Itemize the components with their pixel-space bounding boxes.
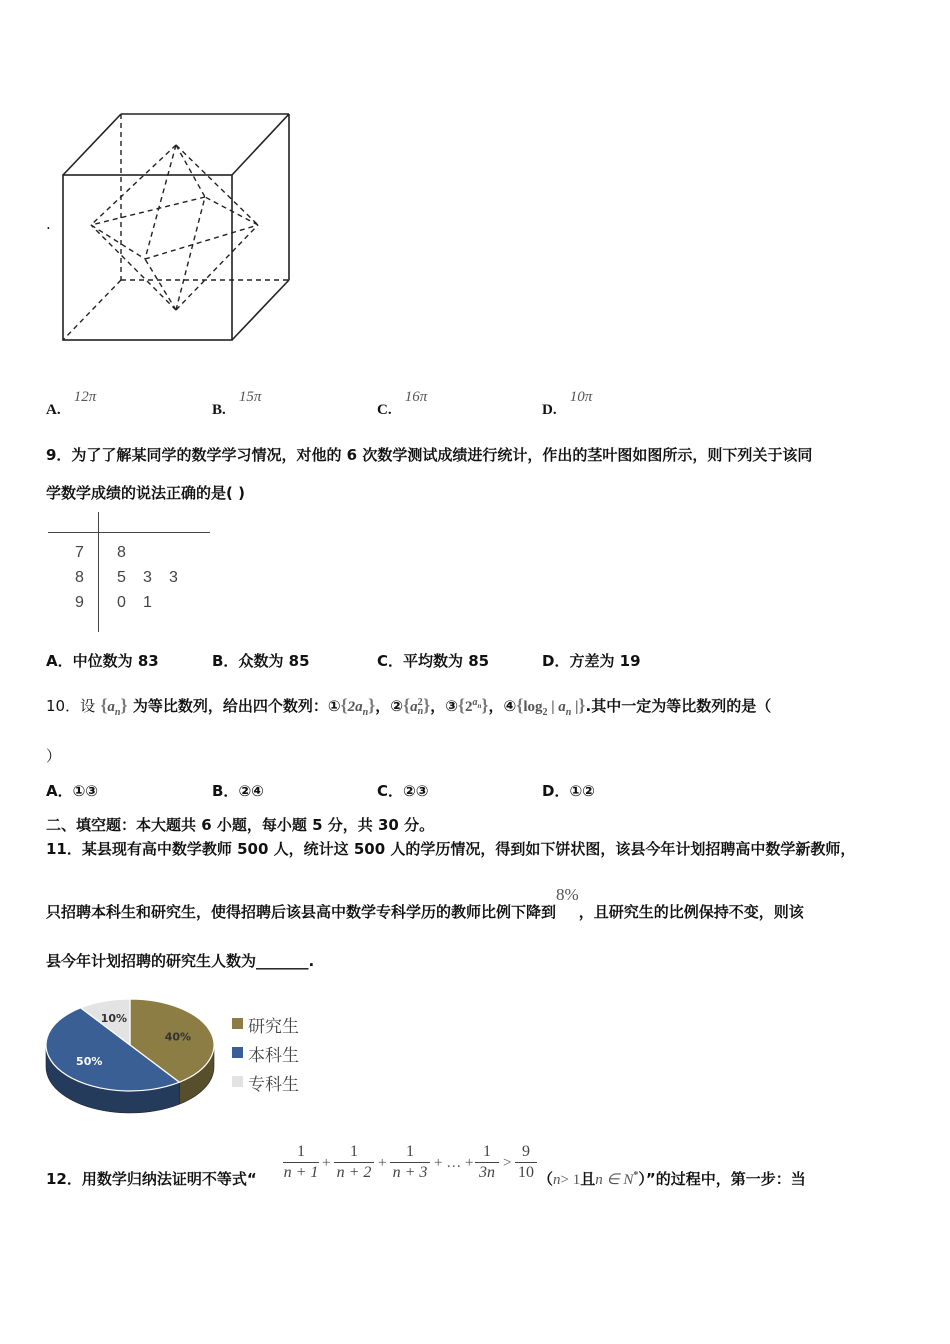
pie-chart bbox=[40, 993, 230, 1118]
leaf: 0 bbox=[117, 594, 126, 611]
q10-choice-a[interactable]: A．①③ bbox=[46, 782, 99, 800]
stem-leaf-vline bbox=[98, 512, 99, 632]
leaf: 3 bbox=[169, 569, 178, 586]
q8-choice-a[interactable]: A. 12π bbox=[46, 389, 97, 418]
q11-line1: 11．某县现有高中数学教师 500 人，统计这 500 人的学历情况，得到如下饼状图，该县今年计划招聘高中数学新教师， bbox=[46, 840, 856, 858]
fraction: 1 n + 2 bbox=[334, 1143, 374, 1182]
fraction: 1 3n bbox=[475, 1143, 499, 1182]
cube-octahedron-figure bbox=[55, 105, 300, 350]
leaf: 5 bbox=[117, 569, 126, 586]
legend-swatch bbox=[232, 1047, 243, 1058]
q10-choice-c[interactable]: C．②③ bbox=[377, 782, 429, 800]
q10-choice-b[interactable]: B．②④ bbox=[212, 782, 264, 800]
q10-close-paren: ） bbox=[46, 747, 62, 765]
q10-choice-d[interactable]: D．①② bbox=[542, 782, 595, 800]
q8-choice-b[interactable]: B. 15π bbox=[212, 389, 262, 418]
pie-data-label: 40% bbox=[164, 1030, 192, 1044]
q10-stem: 10．设 $\{a_n\}$ 为等比数列，给出四个数列：$①\{2a_n\}$，②{a 2 n }，$③\{2^{a_n}\}$，$④\{\log_2$ | $a_n$ |}.其中一定为等比数列的是（ bbox=[46, 695, 772, 718]
fraction: 9 10 bbox=[515, 1143, 537, 1182]
leaf: 3 bbox=[143, 569, 152, 586]
q8-choice-c[interactable]: C. 16π bbox=[377, 389, 428, 418]
stem: 8 bbox=[75, 569, 84, 586]
stem: 9 bbox=[75, 594, 84, 611]
q11-line2: 只招聘本科生和研究生，使得招聘后该县高中数学专科学历的教师比例下降到8%，且研究生的比例保持不变，则该 bbox=[46, 885, 804, 921]
q8-choice-d[interactable]: D. 10π bbox=[542, 389, 593, 418]
leaf: 1 bbox=[143, 594, 152, 611]
legend-label: 研究生 bbox=[248, 1017, 299, 1037]
q12-condition: （n> 1且n ∈ N*）”的过程中，第一步：当 bbox=[538, 1170, 806, 1188]
pie-data-label: 50% bbox=[76, 1055, 103, 1069]
pie-data-label: 10% bbox=[100, 1011, 128, 1025]
legend-swatch bbox=[232, 1076, 243, 1087]
q9-choice-d[interactable]: D．方差为 19 bbox=[542, 652, 641, 670]
stem-leaf-hline bbox=[48, 532, 210, 533]
section-heading: 二、填空题：本大题共 6 小题，每小题 5 分，共 30 分。 bbox=[46, 816, 435, 834]
q9-choice-c[interactable]: C．平均数为 85 bbox=[377, 652, 490, 670]
q9-stem-line1: 9．为了了解某同学的数学学习情况，对他的 6 次数学测试成绩进行统计，作出的茎叶图如图所示，则下列关于该同 bbox=[46, 446, 813, 464]
leaf: 8 bbox=[117, 544, 126, 561]
q11-line3: 县今年计划招聘的研究生人数为_______. bbox=[46, 952, 315, 970]
dot-mark: . bbox=[46, 215, 51, 233]
legend-label: 专科生 bbox=[248, 1075, 299, 1095]
stem: 7 bbox=[75, 544, 84, 561]
q9-stem-line2: 学数学成绩的说法正确的是( ) bbox=[46, 484, 245, 502]
q9-choice-b[interactable]: B．众数为 85 bbox=[212, 652, 310, 670]
stem-leaf-plot bbox=[46, 512, 216, 634]
q9-choice-a[interactable]: A．中位数为 83 bbox=[46, 652, 159, 670]
q12-prefix: 12．用数学归纳法证明不等式“ bbox=[46, 1170, 257, 1188]
legend-swatch bbox=[232, 1018, 243, 1029]
fraction: 1 n + 3 bbox=[390, 1143, 430, 1182]
fraction: 1 n + 1 bbox=[283, 1143, 319, 1181]
legend-label: 本科生 bbox=[248, 1046, 299, 1066]
